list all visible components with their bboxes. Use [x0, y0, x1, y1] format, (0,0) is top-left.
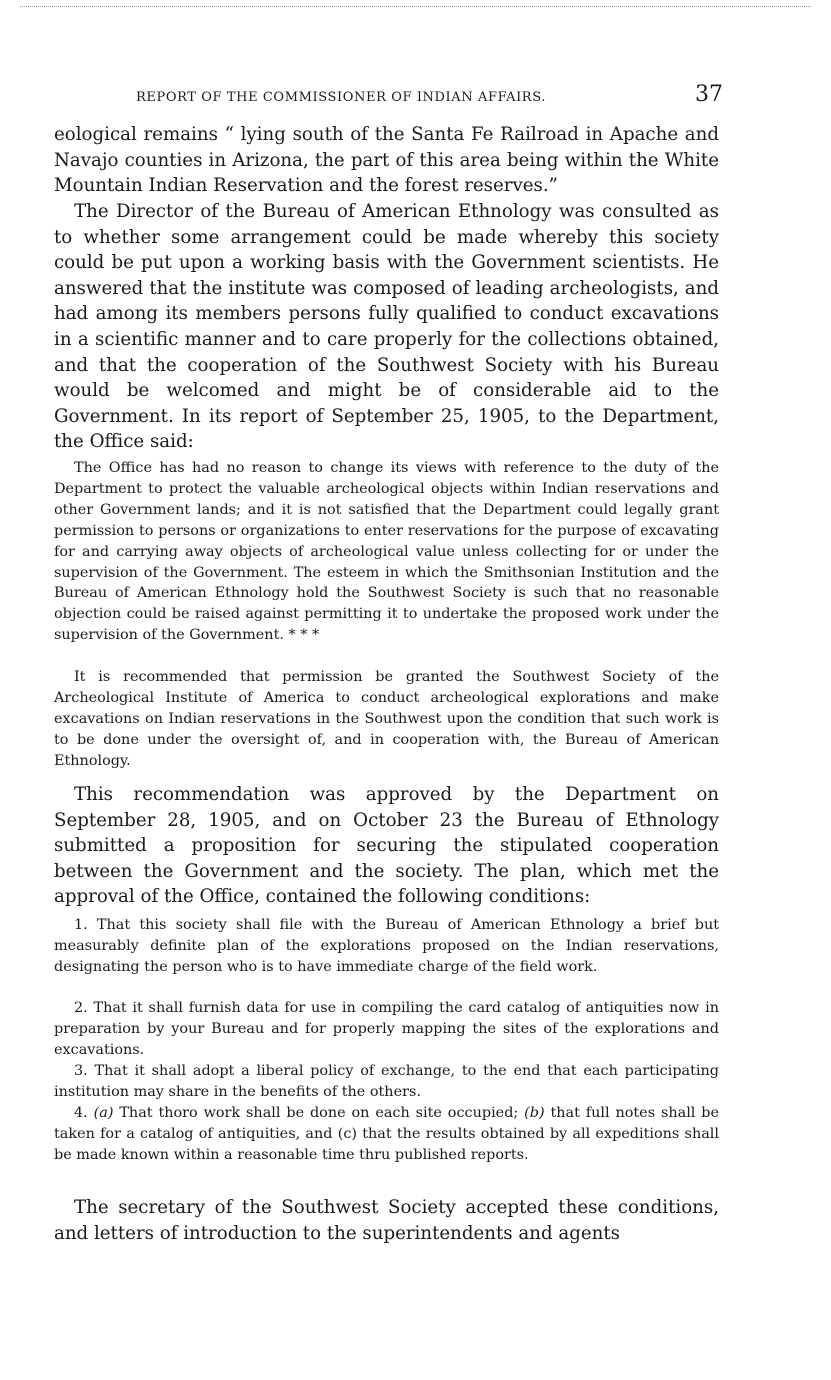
quoted-recommendation: It is recommended that permission be granted the Southwest Society of the Archeological Institute of America to conduct archeological explorations and make excavations on Indian reservations in the Southwest upon the condition that such work is to be done under the oversight of, and in cooperation with, the Bureau of American Ethnology.: [54, 669, 719, 769]
condition-4-number: 4.: [74, 1105, 88, 1121]
condition-4-b-text: that full notes shall be taken for a catalog of antiquities, and (c) that the results obtained by all expeditions shall be made known within a reasonable time thru published reports.: [54, 1105, 720, 1163]
condition-3: 3. That it shall adopt a liberal policy of exchange, to the end that each participating institution may share in the benefits of the others.: [54, 1063, 719, 1100]
top-edge-rule: [20, 6, 811, 7]
paragraph-secretary: The secretary of the Southwest Society accepted these conditions, and letters of introduction to the superintendents and agents: [54, 1197, 719, 1244]
paragraph-director: The Director of the Bureau of American Ethnology was consulted as to whether some arrangement could be made whereby this society could be put upon a working basis with the Government scientists. He answered that the institute was composed of leading archeologists, and had among its members persons fully qualified to conduct excavations in a scientific manner and to care properly for the collections obtained, and that the cooperation of the Southwest Society with his Bureau would be welcomed and might be of considerable aid to the Government. In its report of September 25, 1905, to the Department, the Office said:: [54, 201, 719, 453]
paragraph-approval: This recommendation was approved by the Department on September 28, 1905, and on October 23 the Bureau of Ethnology submitted a proposition for securing the stipulated cooperation between the Government and the society. The plan, which met the approval of the Office, contained the following conditions:: [54, 784, 719, 908]
running-title: REPORT OF THE COMMISSIONER OF INDIAN AFFAIRS.: [136, 90, 546, 105]
page-header: [58, 82, 723, 107]
condition-4: [54, 1103, 719, 1166]
condition-4-b-label: (b): [524, 1105, 545, 1121]
condition-4-a-label: (a): [93, 1105, 114, 1121]
page-number: 37: [695, 82, 723, 107]
condition-4-a-text: That thoro work shall be done on each site occupied;: [119, 1105, 519, 1121]
condition-2: 2. That it shall furnish data for use in compiling the card catalog of antiquities now in preparation by your Bureau and for properly mapping the sites of the explorations and excavations.: [54, 1000, 719, 1058]
paragraph-continuation: eological remains “ lying south of the Santa Fe Railroad in Apache and Navajo counties in Arizona, the part of this area being within the White Mountain Indian Reservation and the forest reserves.”: [54, 124, 719, 197]
quoted-office-report: The Office has had no reason to change its views with reference to the duty of the Department to protect the valuable archeological objects within Indian reservations and other Government lands; and it is not satisfied that the Department could legally grant permission to persons or organizations to enter reservations for the purpose of excavating for and carrying away objects of archeological value unless collecting for or under the supervision of the Government. The esteem in which the Smithsonian Institution and the Bureau of American Ethnology hold the Southwest Society is such that no reasonable objection could be raised against permitting it to undertake the proposed work under the supervision of the Government. * * *: [54, 460, 719, 644]
condition-1: 1. That this society shall file with the Bureau of American Ethnology a brief but measurably definite plan of the explorations proposed on the Indian reservations, designating the person who is to have immediate charge of the field work.: [54, 917, 719, 975]
